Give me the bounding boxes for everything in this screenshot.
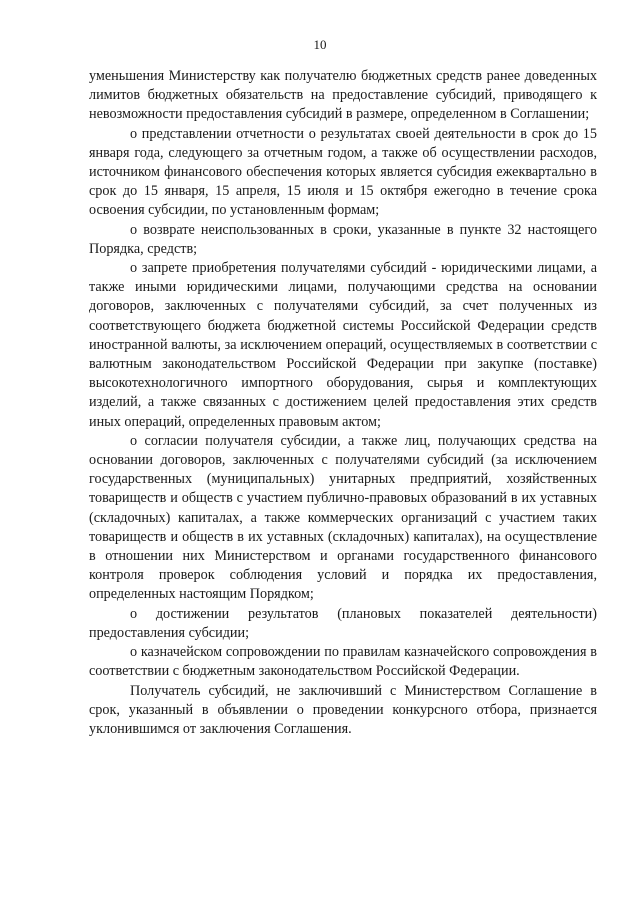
paragraph-reporting: о представлении отчетности о результатах своей деятельности в срок до 15 января года, следующего за отчетным годом, а также об осуществлении расходов, источником финансового обеспечения которых является субсидия ежеквартально в срок до 15 января, 15 апреля, 15 июля и 15 октября ежегодно в течение срока освоения субсидии, по установленным формам; <box>89 125 597 219</box>
paragraph-continuation: уменьшения Министерству как получателю бюджетных средств ранее доведенных лимитов бюджетных обязательств на предоставление субсидий, приводящего к невозможности предоставления субсидий в размере, определенном в Соглашении; <box>89 68 597 123</box>
page-number: 10 <box>313 37 327 52</box>
paragraph-treasury: о казначейском сопровождении по правилам казначейского сопровождения в соответствии с бюджетным законодательством Российской Федерации. <box>89 644 597 680</box>
paragraph-return-funds: о возврате неиспользованных в сроки, указанные в пункте 32 настоящего Порядка, средств; <box>89 221 597 257</box>
paragraph-evasion: Получатель субсидий, не заключивший с Министерством Соглашение в срок, указанный в объявлении о проведении конкурсного отбора, признается уклонившимся от заключения Соглашения. <box>89 682 597 737</box>
document-body <box>89 67 597 739</box>
paragraph-consent-audit: о согласии получателя субсидии, а также лиц, получающих средства на основании договоров, заключенных с получателями субсидий (за исключением государственных (муниципальных) унитарных предприятий, хозяйственных товариществ и обществ с участием публично-правовых образований в их уставных (складочных) капиталах, а также коммерческих организаций с участием таких товариществ и обществ в их уставных (складочных) капиталах), на осуществление в отношении них Министерством и органами государственного финансового контроля проверок соблюдения условий и порядка их предоставления, определенных настоящим Порядком; <box>89 432 597 603</box>
paragraph-currency-ban: о запрете приобретения получателями субсидий - юридическими лицами, а также иными юридическими лицами, получающими средства на основании договоров, заключенных с получателями субсидий, за счет полученных из соответствующего бюджета бюджетной системы Российской Федерации средств иностранной валюты, за исключением операций, осуществляемых в соответствии с валютным законодательством Российской Федерации при закупке (поставке) высокотехнологичного импортного оборудования, сырья и комплектующих изделий, а также связанных с достижением целей предоставления этих средств иных операций, определенных правовым актом; <box>89 260 597 430</box>
paragraph-results: о достижении результатов (плановых показателей деятельности) предоставления субсидии; <box>89 605 597 641</box>
